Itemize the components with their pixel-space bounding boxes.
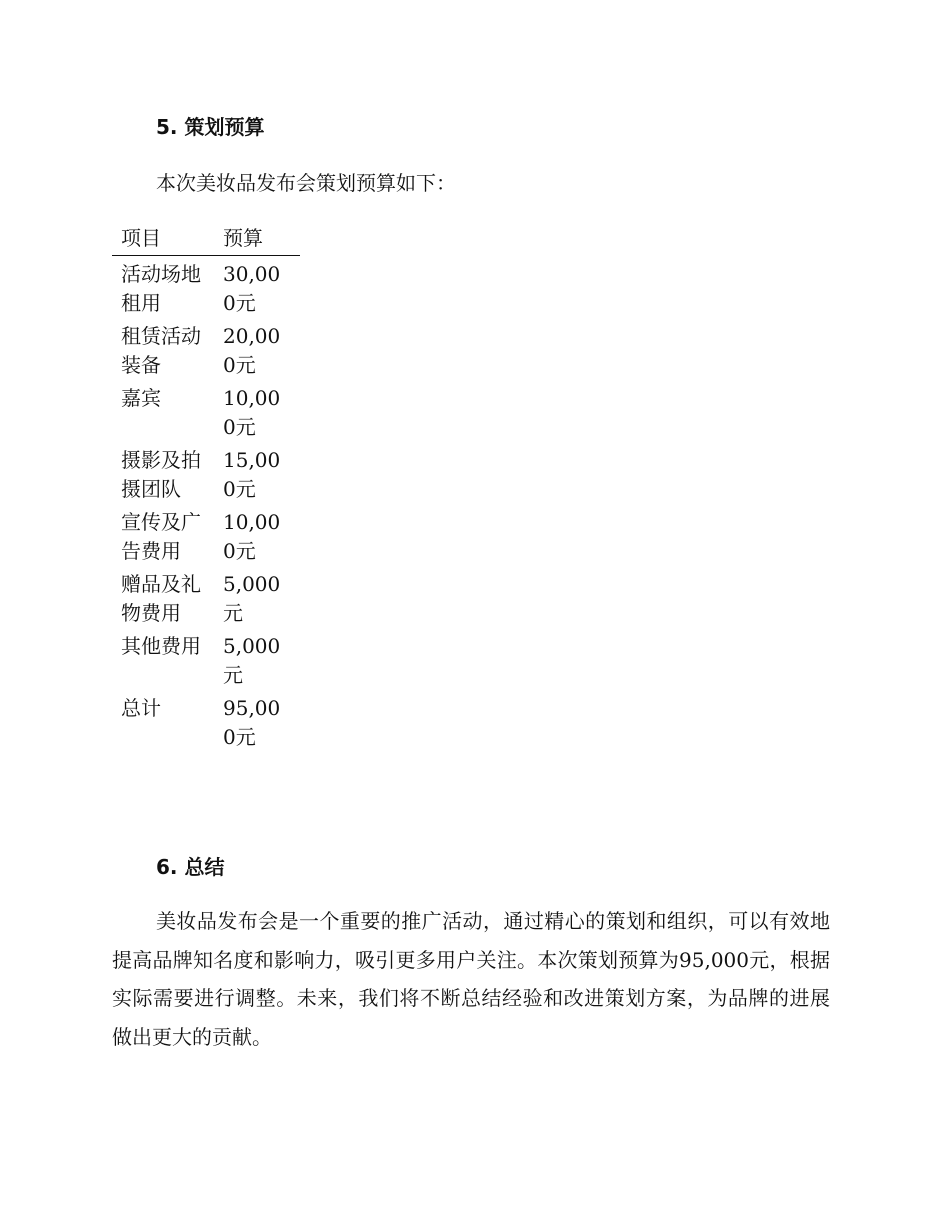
row-item: 其他费用 — [121, 634, 201, 658]
table-row-total — [112, 690, 300, 752]
table-row — [112, 504, 300, 566]
budget-intro: 本次美妆品发布会策划预算如下： — [156, 171, 456, 195]
row-budget: 5,000元 — [223, 634, 281, 687]
column-header-budget: 预算 — [214, 224, 300, 256]
row-item: 宣传及广告费用 — [121, 510, 201, 563]
row-budget: 30,000元 — [223, 262, 281, 315]
row-budget: 5,000元 — [223, 572, 281, 625]
row-budget: 10,000元 — [223, 386, 281, 439]
budget-table — [112, 224, 300, 752]
table-row — [112, 380, 300, 442]
row-item: 摄影及拍摄团队 — [121, 448, 201, 501]
table-row — [112, 628, 300, 690]
row-budget: 20,000元 — [223, 324, 281, 377]
section-6-heading: 6. 总结 — [156, 855, 225, 879]
summary-paragraph: 美妆品发布会是一个重要的推广活动，通过精心的策划和组织，可以有效地提高品牌知名度和影响力，吸引更多用户关注。本次策划预算为95,000元，根据实际需要进行调整。未来，我们将不断总结经验和改进策划方案，为品牌的进展做出更大的贡献。 — [112, 909, 830, 1049]
row-item: 总计 — [121, 696, 161, 720]
table-row — [112, 256, 300, 319]
row-item: 赠品及礼物费用 — [121, 572, 201, 625]
row-budget: 95,000元 — [223, 696, 281, 749]
table-header-row — [112, 224, 300, 256]
row-item: 嘉宾 — [121, 386, 161, 410]
row-item: 租赁活动装备 — [121, 324, 201, 377]
column-header-item: 项目 — [112, 224, 214, 256]
row-budget: 15,000元 — [223, 448, 281, 501]
table-row — [112, 318, 300, 380]
table-row — [112, 442, 300, 504]
section-5-heading: 5. 策划预算 — [156, 115, 265, 139]
row-budget: 10,000元 — [223, 510, 281, 563]
row-item: 活动场地租用 — [121, 262, 201, 315]
table-row — [112, 566, 300, 628]
